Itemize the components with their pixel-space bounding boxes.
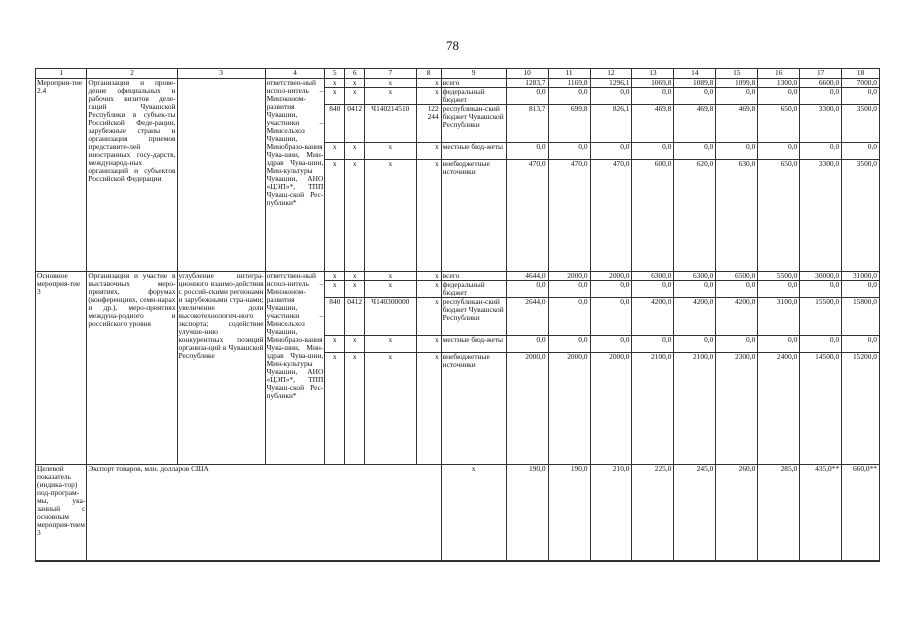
amount-cell: 0,0: [590, 298, 632, 336]
column-number: 2: [87, 69, 177, 79]
amount-cell: 2100,0: [674, 353, 716, 465]
code-cell: x: [325, 281, 345, 298]
amount-cell: 31000,0: [842, 272, 880, 281]
column-number: 3: [177, 69, 265, 79]
amount-cell: 0,0: [800, 281, 842, 298]
code-cell: x: [325, 143, 345, 160]
column-number: 5: [325, 69, 345, 79]
code-cell: x: [416, 336, 441, 353]
amount-cell: 1169,8: [548, 79, 590, 88]
amount-cell: 0,0: [632, 88, 674, 105]
indicator-row: [36, 465, 880, 561]
amount-cell: 0,0: [506, 88, 548, 105]
table-row: [36, 79, 880, 88]
column-number: 1: [36, 69, 87, 79]
amount-cell: 14500,0: [800, 353, 842, 465]
amount-cell: 470,0: [506, 160, 548, 272]
amount-cell: 15500,0: [800, 298, 842, 336]
column-number: 8: [416, 69, 441, 79]
block1-col2: Организация и прове-дение официальных и рабочих визитов деле-гаций Чувашской Республики в субъек-ты Российской Феде-рации, зарубежные страны и организация приемов представите-лей иностранных госу-дарств, международ-ных организаций и субъектов Российской Федерации: [87, 79, 177, 272]
column-number: 6: [345, 69, 365, 79]
code-cell: x: [365, 272, 416, 281]
code-cell: 840: [325, 105, 345, 143]
amount-cell: 2000,0: [506, 353, 548, 465]
amount-cell: 4200,0: [632, 298, 674, 336]
amount-cell: 0,0: [506, 336, 548, 353]
code-cell: x: [416, 272, 441, 281]
amount-cell: 2644,0: [506, 298, 548, 336]
amount-cell: 0,0: [800, 88, 842, 105]
indicator-value: 285,0: [758, 465, 800, 561]
amount-cell: 469,8: [674, 105, 716, 143]
amount-cell: 6500,0: [716, 272, 758, 281]
code-cell: x: [416, 281, 441, 298]
amount-cell: 0,0: [632, 143, 674, 160]
amount-cell: 0,0: [632, 281, 674, 298]
amount-cell: 6300,0: [632, 272, 674, 281]
amount-cell: 6300,0: [674, 272, 716, 281]
funding-source: всего: [441, 79, 506, 88]
amount-cell: 30000,0: [800, 272, 842, 281]
amount-cell: 0,0: [842, 281, 880, 298]
indicator-code: x: [441, 465, 506, 561]
amount-cell: 650,0: [758, 160, 800, 272]
amount-cell: 1089,8: [674, 79, 716, 88]
code-cell: x: [365, 160, 416, 272]
amount-cell: 0,0: [800, 143, 842, 160]
code-cell: x: [325, 336, 345, 353]
code-cell: x: [345, 281, 365, 298]
amount-cell: 2400,0: [758, 353, 800, 465]
amount-cell: 2300,0: [716, 353, 758, 465]
code-cell: x: [325, 353, 345, 465]
funding-source: федеральный бюджет: [441, 88, 506, 105]
code-cell: x: [416, 353, 441, 465]
amount-cell: 15800,0: [842, 298, 880, 336]
amount-cell: 0,0: [758, 281, 800, 298]
amount-cell: 2000,0: [548, 272, 590, 281]
amount-cell: 0,0: [842, 336, 880, 353]
column-number: 17: [800, 69, 842, 79]
block2-col1: Основное мероприя-тие 3: [36, 272, 87, 465]
block1-col4: ответствен-ный испол-нитель – Минэконом-развития Чувашии, участники – Минсельхоз Чувашии, Минобразо-вания Чува-шии, Мин-здрав Чува-шии, Мин-культуры Чувашии, АНО «ЦЭП»*, ТПП Чуваш-ской Рес-публики*: [265, 79, 325, 272]
amount-cell: 6600,0: [800, 79, 842, 88]
code-cell: Ч140300000: [365, 298, 416, 336]
amount-cell: 1069,8: [632, 79, 674, 88]
code-cell: x: [416, 79, 441, 88]
block1-col3: [177, 79, 265, 272]
code-cell: x: [345, 272, 365, 281]
amount-cell: 0,0: [842, 143, 880, 160]
indicator-value: 260,0: [716, 465, 758, 561]
code-cell: x: [345, 143, 365, 160]
code-cell: x: [325, 88, 345, 105]
amount-cell: 2000,0: [590, 272, 632, 281]
amount-cell: 0,0: [674, 281, 716, 298]
block1-col1: Мероприя-тие 2.4: [36, 79, 87, 272]
code-cell: x: [325, 160, 345, 272]
amount-cell: 0,0: [548, 281, 590, 298]
column-number: 10: [506, 69, 548, 79]
code-cell: x: [416, 298, 441, 336]
code-cell: 122 244: [416, 105, 441, 143]
code-cell: x: [416, 160, 441, 272]
amount-cell: 0,0: [548, 143, 590, 160]
code-cell: x: [345, 79, 365, 88]
indicator-value: 660,0**: [842, 465, 880, 561]
column-number: 16: [758, 69, 800, 79]
table-row: [36, 272, 880, 281]
funding-source: республикан-ский бюджет Чувашской Республики: [441, 298, 506, 336]
amount-cell: 0,0: [506, 143, 548, 160]
amount-cell: 0,0: [548, 336, 590, 353]
indicator-value: 190,0: [506, 465, 548, 561]
code-cell: 840: [325, 298, 345, 336]
amount-cell: 2000,0: [590, 353, 632, 465]
column-number-row: [36, 69, 880, 79]
code-cell: x: [325, 79, 345, 88]
amount-cell: 1099,8: [716, 79, 758, 88]
code-cell: x: [416, 88, 441, 105]
indicator-value: 225,0: [632, 465, 674, 561]
amount-cell: 7000,0: [842, 79, 880, 88]
amount-cell: 0,0: [716, 143, 758, 160]
column-number: 14: [674, 69, 716, 79]
indicator-value: 435,0**: [800, 465, 842, 561]
amount-cell: 0,0: [632, 336, 674, 353]
indicator-value: 190,0: [548, 465, 590, 561]
amount-cell: 0,0: [716, 281, 758, 298]
amount-cell: 0,0: [548, 298, 590, 336]
funding-source: всего: [441, 272, 506, 281]
budget-table: [35, 68, 880, 562]
amount-cell: 0,0: [758, 143, 800, 160]
amount-cell: 630,0: [716, 160, 758, 272]
funding-source: местные бюд-жеты: [441, 336, 506, 353]
column-number: 7: [365, 69, 416, 79]
funding-source: республикан-ский бюджет Чувашской Республики: [441, 105, 506, 143]
column-number: 15: [716, 69, 758, 79]
amount-cell: 3100,0: [758, 298, 800, 336]
amount-cell: 699,8: [548, 105, 590, 143]
indicator-label: Экспорт товаров, млн. долларов США: [87, 465, 441, 561]
code-cell: x: [325, 272, 345, 281]
amount-cell: 0,0: [590, 143, 632, 160]
amount-cell: 600,0: [632, 160, 674, 272]
amount-cell: 0,0: [674, 88, 716, 105]
amount-cell: 0,0: [674, 143, 716, 160]
amount-cell: 470,0: [548, 160, 590, 272]
amount-cell: 2000,0: [548, 353, 590, 465]
amount-cell: 4644,0: [506, 272, 548, 281]
amount-cell: 3500,0: [842, 105, 880, 143]
amount-cell: 0,0: [758, 336, 800, 353]
funding-source: внебюджетные источники: [441, 353, 506, 465]
code-cell: x: [365, 336, 416, 353]
amount-cell: 0,0: [674, 336, 716, 353]
column-number: 12: [590, 69, 632, 79]
amount-cell: 650,0: [758, 105, 800, 143]
funding-source: федеральный бюджет: [441, 281, 506, 298]
amount-cell: 0,0: [590, 336, 632, 353]
code-cell: x: [365, 281, 416, 298]
code-cell: x: [345, 160, 365, 272]
amount-cell: 5500,0: [758, 272, 800, 281]
column-number: 4: [265, 69, 325, 79]
code-cell: x: [365, 353, 416, 465]
amount-cell: 813,7: [506, 105, 548, 143]
amount-cell: 0,0: [506, 281, 548, 298]
amount-cell: 4200,0: [674, 298, 716, 336]
amount-cell: 3300,0: [800, 105, 842, 143]
amount-cell: 0,0: [590, 88, 632, 105]
code-cell: x: [345, 353, 365, 465]
amount-cell: 0,0: [716, 336, 758, 353]
indicator-value: 245,0: [674, 465, 716, 561]
amount-cell: 0,0: [800, 336, 842, 353]
amount-cell: 4200,0: [716, 298, 758, 336]
page-number: 78: [446, 38, 459, 53]
amount-cell: 3500,0: [842, 160, 880, 272]
amount-cell: 1300,0: [758, 79, 800, 88]
amount-cell: 0,0: [758, 88, 800, 105]
block2-col4: ответствен-ный испол-нитель – Минэконом-развития Чувашии, участники – Минсельхоз Чувашии, Минобразо-вания Чува-шии, Мин-здрав Чува-шии, Мин-культуры Чувашии, АНО «ЦЭП»*, ТПП Чуваш-ской Рес-публики*: [265, 272, 325, 465]
amount-cell: 469,8: [716, 105, 758, 143]
code-cell: 0412: [345, 105, 365, 143]
column-number: 18: [842, 69, 880, 79]
amount-cell: 469,8: [632, 105, 674, 143]
column-number: 11: [548, 69, 590, 79]
amount-cell: 826,1: [590, 105, 632, 143]
amount-cell: 2100,0: [632, 353, 674, 465]
code-cell: x: [365, 79, 416, 88]
code-cell: Ч140214510: [365, 105, 416, 143]
column-number: 9: [441, 69, 506, 79]
code-cell: 0412: [345, 298, 365, 336]
code-cell: x: [365, 143, 416, 160]
amount-cell: 1296,1: [590, 79, 632, 88]
amount-cell: 0,0: [842, 88, 880, 105]
indicator-value: 210,0: [590, 465, 632, 561]
amount-cell: 0,0: [548, 88, 590, 105]
amount-cell: 0,0: [716, 88, 758, 105]
funding-source: местные бюд-жеты: [441, 143, 506, 160]
column-number: 13: [632, 69, 674, 79]
amount-cell: 3300,0: [800, 160, 842, 272]
amount-cell: 620,0: [674, 160, 716, 272]
amount-cell: 1283,7: [506, 79, 548, 88]
funding-source: внебюджетные источники: [441, 160, 506, 272]
code-cell: x: [416, 143, 441, 160]
block2-col3: углубление интегра-ционного взаимо-действия с россий-скими регионами и зарубежными стра-нами; увеличение доли высокотехнологич-ного экспорта; содействие улучше-нию конкурентных позиций организа-ций в Чувашской Республике: [177, 272, 265, 465]
code-cell: x: [365, 88, 416, 105]
amount-cell: 15200,0: [842, 353, 880, 465]
indicator-title: Целевой показатель (индика-тор) под-програм-мы, ука-занный с основным мероприя-тием 3: [36, 465, 87, 561]
code-cell: x: [345, 88, 365, 105]
block2-col2: Организация и участие в выставочных меро-приятиях, форумах (конференциях, семи-нарах и др.), меро-приятиях междуна-родного и российского уровня: [87, 272, 177, 465]
code-cell: x: [345, 336, 365, 353]
amount-cell: 0,0: [590, 281, 632, 298]
amount-cell: 470,0: [590, 160, 632, 272]
